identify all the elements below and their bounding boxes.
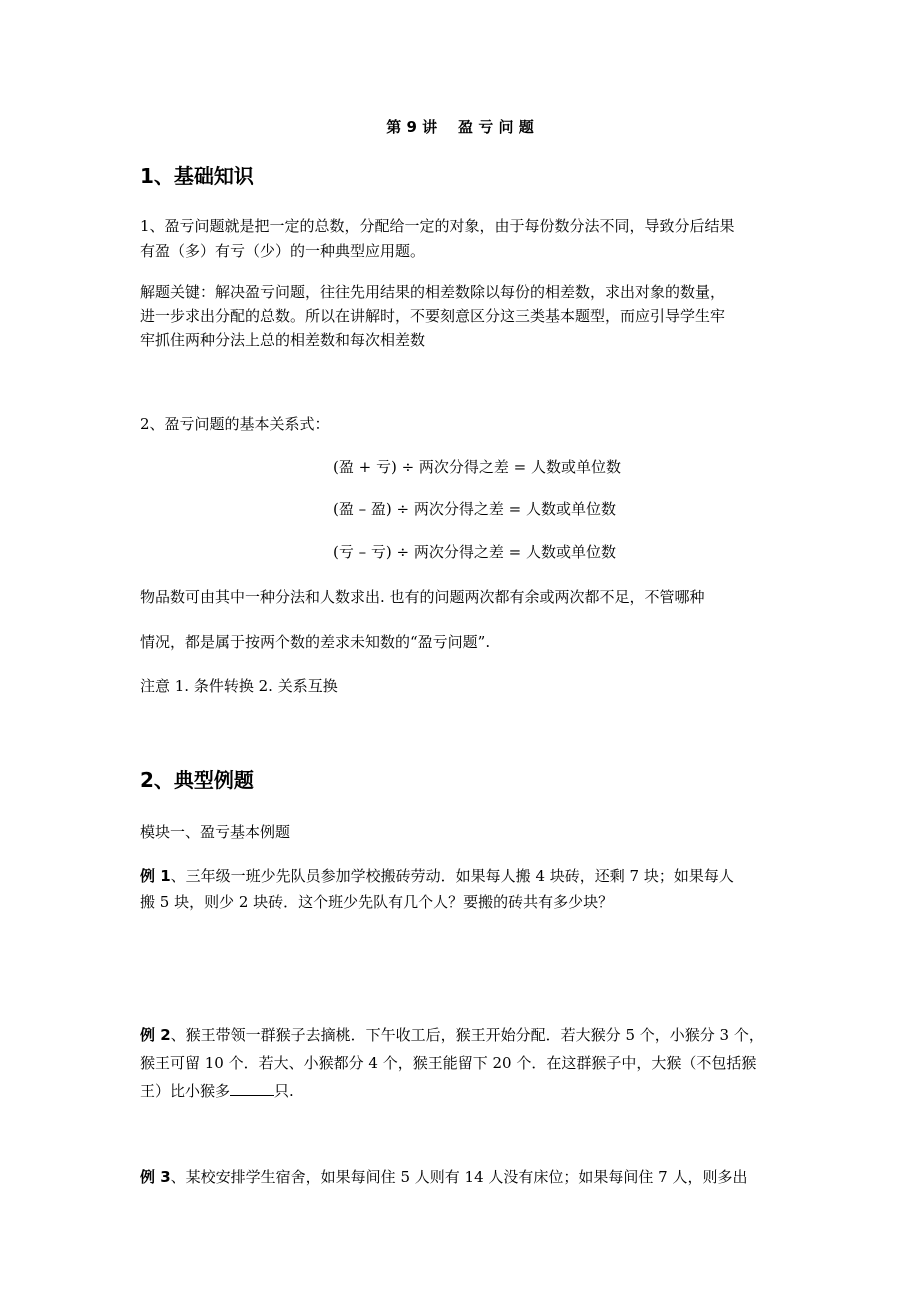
paragraph-line: 牢抓住两种分法上总的相差数和每次相差数	[140, 331, 426, 349]
example-label: 例 3	[140, 1168, 171, 1186]
example-3	[140, 1166, 747, 1188]
paragraph-line: 有盈（多）有亏（少）的一种典型应用题。	[140, 242, 426, 260]
example-text: 只.	[274, 1082, 294, 1100]
page-title: 第 9 讲 盈 亏 问 题	[386, 118, 534, 136]
formula: (亏 – 亏) ÷ 两次分得之差 = 人数或单位数	[333, 543, 616, 561]
example-text: 王）比小猴多	[140, 1082, 231, 1100]
example-2	[140, 1024, 764, 1046]
example-label: 例 1	[140, 867, 171, 885]
paragraph-line: 情况，都是属于按两个数的差求未知数的“盈亏问题”.	[140, 633, 491, 651]
relation-label: 2、盈亏问题的基本关系式：	[140, 415, 330, 433]
formula: (盈 – 盈) ÷ 两次分得之差 = 人数或单位数	[333, 500, 616, 518]
example-text: 猴王可留 10 个．若大、小猴都分 4 个，猴王能留下 20 个．在这群猴子中，大猴（不包括猴	[140, 1054, 757, 1072]
section-heading-examples: 2、典型例题	[140, 768, 254, 792]
paragraph-line: 解题关键：解决盈亏问题，往往先用结果的相差数除以每份的相差数，求出对象的数量，	[140, 283, 726, 301]
formula: (盈 + 亏) ÷ 两次分得之差 = 人数或单位数	[333, 458, 622, 476]
note: 注意 1. 条件转换 2. 关系互换	[140, 677, 338, 695]
example-1	[140, 865, 734, 887]
example-text: 、猴王带领一群猴子去摘桃．下午收工后，猴王开始分配．若大猴分 5 个，小猴分 3 个，	[170, 1026, 764, 1044]
example-text: 、三年级一班少先队员参加学校搬砖劳动．如果每人搬 4 块砖，还剩 7 块；如果每人	[170, 867, 734, 885]
example-label: 例 2	[140, 1026, 171, 1044]
answer-blank[interactable]	[230, 1081, 274, 1096]
paragraph-line: 1、盈亏问题就是把一定的总数，分配给一定的对象，由于每份数分法不同，导致分后结果	[140, 217, 735, 235]
section-heading-basics: 1、基础知识	[140, 164, 254, 188]
paragraph-line: 物品数可由其中一种分法和人数求出. 也有的问题两次都有余或两次都不足，不管哪种	[140, 588, 705, 606]
example-text: 、某校安排学生宿舍，如果每间住 5 人则有 14 人没有床位；如果每间住 7 人，则多出	[170, 1168, 748, 1186]
module-label: 模块一、盈亏基本例题	[140, 823, 291, 841]
example-text: 搬 5 块，则少 2 块砖．这个班少先队有几个人？要搬的砖共有多少块？	[140, 893, 614, 911]
example-line-with-blank	[140, 1080, 294, 1102]
paragraph-line: 进一步求出分配的总数。所以在讲解时，不要刻意区分这三类基本题型，而应引导学生牢	[140, 307, 726, 325]
